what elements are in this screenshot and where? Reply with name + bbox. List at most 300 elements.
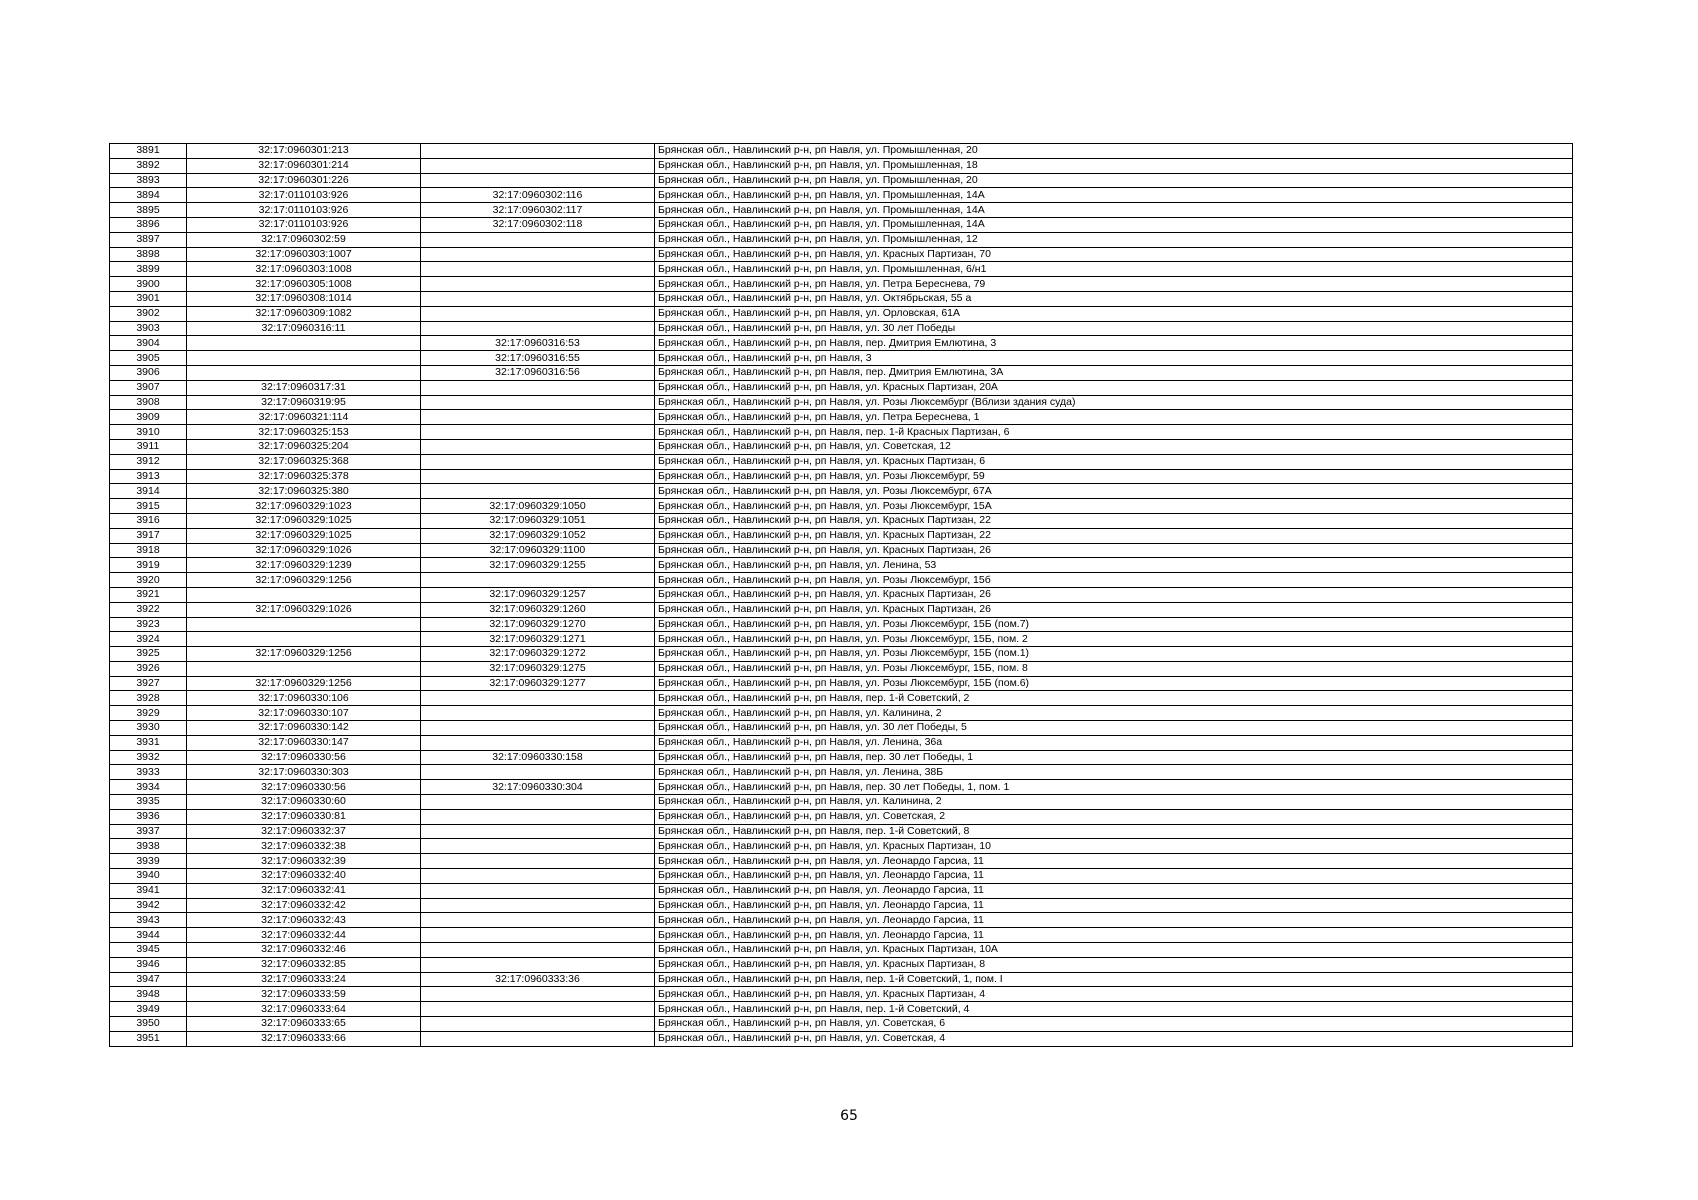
address-cell: Брянская обл., Навлинский р-н, рп Навля, ул. Советская, 2 — [655, 809, 1573, 824]
related-cadastral-number-cell — [421, 454, 655, 469]
address-cell: Брянская обл., Навлинский р-н, рп Навля, ул. Леонардо Гарсиа, 11 — [655, 913, 1573, 928]
cadastral-number-cell: 32:17:0960332:46 — [187, 943, 421, 958]
cadastral-number-cell — [187, 351, 421, 366]
related-cadastral-number-cell: 32:17:0960330:304 — [421, 780, 655, 795]
related-cadastral-number-cell — [421, 913, 655, 928]
related-cadastral-number-cell: 32:17:0960329:1100 — [421, 543, 655, 558]
related-cadastral-number-cell — [421, 839, 655, 854]
registry-table-body — [110, 144, 1573, 1047]
address-cell: Брянская обл., Навлинский р-н, рп Навля, пер. 1-й Советский, 4 — [655, 1002, 1573, 1017]
related-cadastral-number-cell — [421, 247, 655, 262]
table-row — [110, 898, 1573, 913]
address-cell: Брянская обл., Навлинский р-н, рп Навля, ул. Розы Люксембург, 15А — [655, 499, 1573, 514]
related-cadastral-number-cell — [421, 721, 655, 736]
cadastral-number-cell: 32:17:0960329:1026 — [187, 543, 421, 558]
table-row — [110, 587, 1573, 602]
cadastral-number-cell: 32:17:0960332:38 — [187, 839, 421, 854]
cadastral-number-cell: 32:17:0960332:44 — [187, 928, 421, 943]
table-row — [110, 987, 1573, 1002]
row-number-cell: 3891 — [110, 144, 187, 159]
cadastral-number-cell: 32:17:0960303:1008 — [187, 262, 421, 277]
table-row — [110, 1002, 1573, 1017]
cadastral-number-cell: 32:17:0960333:59 — [187, 987, 421, 1002]
related-cadastral-number-cell: 32:17:0960329:1275 — [421, 661, 655, 676]
cadastral-number-cell: 32:17:0960303:1007 — [187, 247, 421, 262]
table-row — [110, 528, 1573, 543]
address-cell: Брянская обл., Навлинский р-н, рп Навля, ул. Красных Партизан, 20А — [655, 380, 1573, 395]
cadastral-number-cell: 32:17:0960325:368 — [187, 454, 421, 469]
row-number-cell: 3917 — [110, 528, 187, 543]
cadastral-number-cell: 32:17:0960333:24 — [187, 972, 421, 987]
address-cell: Брянская обл., Навлинский р-н, рп Навля, ул. Ленина, 53 — [655, 558, 1573, 573]
related-cadastral-number-cell — [421, 410, 655, 425]
related-cadastral-number-cell — [421, 809, 655, 824]
row-number-cell: 3939 — [110, 854, 187, 869]
related-cadastral-number-cell: 32:17:0960316:56 — [421, 365, 655, 380]
related-cadastral-number-cell: 32:17:0960316:53 — [421, 336, 655, 351]
row-number-cell: 3934 — [110, 780, 187, 795]
table-row — [110, 158, 1573, 173]
address-cell: Брянская обл., Навлинский р-н, рп Навля, ул. Розы Люксембург, 15Б, пом. 2 — [655, 632, 1573, 647]
table-row — [110, 750, 1573, 765]
row-number-cell: 3945 — [110, 943, 187, 958]
row-number-cell: 3919 — [110, 558, 187, 573]
row-number-cell: 3941 — [110, 883, 187, 898]
related-cadastral-number-cell — [421, 469, 655, 484]
row-number-cell: 3947 — [110, 972, 187, 987]
address-cell: Брянская обл., Навлинский р-н, рп Навля, пер. 30 лет Победы, 1, пом. 1 — [655, 780, 1573, 795]
cadastral-number-cell — [187, 336, 421, 351]
cadastral-number-cell: 32:17:0960332:42 — [187, 898, 421, 913]
row-number-cell: 3930 — [110, 721, 187, 736]
cadastral-number-cell: 32:17:0960330:107 — [187, 706, 421, 721]
related-cadastral-number-cell — [421, 795, 655, 810]
related-cadastral-number-cell — [421, 439, 655, 454]
related-cadastral-number-cell: 32:17:0960329:1255 — [421, 558, 655, 573]
cadastral-number-cell: 32:17:0960332:40 — [187, 869, 421, 884]
table-row — [110, 439, 1573, 454]
related-cadastral-number-cell — [421, 425, 655, 440]
cadastral-number-cell: 32:17:0960308:1014 — [187, 291, 421, 306]
cadastral-number-cell — [187, 617, 421, 632]
address-cell: Брянская обл., Навлинский р-н, рп Навля, ул. Красных Партизан, 26 — [655, 602, 1573, 617]
related-cadastral-number-cell — [421, 277, 655, 292]
cadastral-number-cell: 32:17:0960317:31 — [187, 380, 421, 395]
related-cadastral-number-cell — [421, 232, 655, 247]
cadastral-number-cell: 32:17:0110103:926 — [187, 203, 421, 218]
cadastral-number-cell: 32:17:0960325:204 — [187, 439, 421, 454]
address-cell: Брянская обл., Навлинский р-н, рп Навля, ул. Леонардо Гарсиа, 11 — [655, 854, 1573, 869]
table-row — [110, 824, 1573, 839]
row-number-cell: 3901 — [110, 291, 187, 306]
table-row — [110, 854, 1573, 869]
related-cadastral-number-cell — [421, 735, 655, 750]
address-cell: Брянская обл., Навлинский р-н, рп Навля, ул. Красных Партизан, 10А — [655, 943, 1573, 958]
address-cell: Брянская обл., Навлинский р-н, рп Навля, пер. Дмитрия Емлютина, 3 — [655, 336, 1573, 351]
table-row — [110, 972, 1573, 987]
row-number-cell: 3900 — [110, 277, 187, 292]
related-cadastral-number-cell: 32:17:0960329:1272 — [421, 647, 655, 662]
row-number-cell: 3927 — [110, 676, 187, 691]
row-number-cell: 3894 — [110, 188, 187, 203]
related-cadastral-number-cell — [421, 987, 655, 1002]
table-row — [110, 558, 1573, 573]
related-cadastral-number-cell: 32:17:0960302:117 — [421, 203, 655, 218]
row-number-cell: 3893 — [110, 173, 187, 188]
related-cadastral-number-cell: 32:17:0960330:158 — [421, 750, 655, 765]
row-number-cell: 3937 — [110, 824, 187, 839]
related-cadastral-number-cell — [421, 291, 655, 306]
table-row — [110, 632, 1573, 647]
address-cell: Брянская обл., Навлинский р-н, рп Навля, ул. Розы Люксембург, 15Б (пом.1) — [655, 647, 1573, 662]
address-cell: Брянская обл., Навлинский р-н, рп Навля, ул. Промышленная, 18 — [655, 158, 1573, 173]
table-row — [110, 691, 1573, 706]
address-cell: Брянская обл., Навлинский р-н, рп Навля, ул. Промышленная, 20 — [655, 173, 1573, 188]
cadastral-number-cell: 32:17:0960302:59 — [187, 232, 421, 247]
table-row — [110, 735, 1573, 750]
table-row — [110, 247, 1573, 262]
cadastral-number-cell: 32:17:0960329:1025 — [187, 528, 421, 543]
row-number-cell: 3928 — [110, 691, 187, 706]
row-number-cell: 3931 — [110, 735, 187, 750]
row-number-cell: 3912 — [110, 454, 187, 469]
address-cell: Брянская обл., Навлинский р-н, рп Навля, ул. Розы Люксембург, 15Б, пом. 8 — [655, 661, 1573, 676]
cadastral-number-cell — [187, 587, 421, 602]
cadastral-number-cell: 32:17:0960305:1008 — [187, 277, 421, 292]
row-number-cell: 3948 — [110, 987, 187, 1002]
address-cell: Брянская обл., Навлинский р-н, рп Навля, ул. Промышленная, 14А — [655, 203, 1573, 218]
row-number-cell: 3898 — [110, 247, 187, 262]
related-cadastral-number-cell — [421, 262, 655, 277]
related-cadastral-number-cell — [421, 306, 655, 321]
related-cadastral-number-cell: 32:17:0960329:1051 — [421, 513, 655, 528]
page-number: 65 — [840, 1108, 858, 1124]
related-cadastral-number-cell — [421, 173, 655, 188]
row-number-cell: 3920 — [110, 573, 187, 588]
address-cell: Брянская обл., Навлинский р-н, рп Навля, ул. Ленина, 36а — [655, 735, 1573, 750]
table-row — [110, 380, 1573, 395]
related-cadastral-number-cell — [421, 869, 655, 884]
row-number-cell: 3907 — [110, 380, 187, 395]
related-cadastral-number-cell — [421, 706, 655, 721]
related-cadastral-number-cell: 32:17:0960329:1270 — [421, 617, 655, 632]
address-cell: Брянская обл., Навлинский р-н, рп Навля, ул. Красных Партизан, 22 — [655, 528, 1573, 543]
table-row — [110, 173, 1573, 188]
table-row — [110, 869, 1573, 884]
address-cell: Брянская обл., Навлинский р-н, рп Навля, ул. Красных Партизан, 10 — [655, 839, 1573, 854]
cadastral-number-cell: 32:17:0960301:226 — [187, 173, 421, 188]
cadastral-number-cell: 32:17:0960329:1256 — [187, 573, 421, 588]
cadastral-number-cell: 32:17:0960329:1025 — [187, 513, 421, 528]
cadastral-number-cell: 32:17:0960330:56 — [187, 750, 421, 765]
table-row — [110, 647, 1573, 662]
cadastral-number-cell: 32:17:0110103:926 — [187, 217, 421, 232]
address-cell: Брянская обл., Навлинский р-н, рп Навля, ул. 30 лет Победы, 5 — [655, 721, 1573, 736]
table-row — [110, 484, 1573, 499]
cadastral-number-cell: 32:17:0960329:1239 — [187, 558, 421, 573]
row-number-cell: 3924 — [110, 632, 187, 647]
address-cell: Брянская обл., Навлинский р-н, рп Навля, ул. Розы Люксембург, 15Б (пом.6) — [655, 676, 1573, 691]
table-row — [110, 943, 1573, 958]
address-cell: Брянская обл., Навлинский р-н, рп Навля, пер. 1-й Советский, 1, пом. I — [655, 972, 1573, 987]
table-row — [110, 661, 1573, 676]
table-row — [110, 499, 1573, 514]
row-number-cell: 3902 — [110, 306, 187, 321]
row-number-cell: 3910 — [110, 425, 187, 440]
related-cadastral-number-cell — [421, 144, 655, 159]
row-number-cell: 3944 — [110, 928, 187, 943]
table-row — [110, 765, 1573, 780]
row-number-cell: 3892 — [110, 158, 187, 173]
related-cadastral-number-cell — [421, 691, 655, 706]
table-row — [110, 291, 1573, 306]
related-cadastral-number-cell — [421, 928, 655, 943]
address-cell: Брянская обл., Навлинский р-н, рп Навля, 3 — [655, 351, 1573, 366]
row-number-cell: 3940 — [110, 869, 187, 884]
address-cell: Брянская обл., Навлинский р-н, рп Навля, ул. Промышленная, 6/н1 — [655, 262, 1573, 277]
cadastral-number-cell: 32:17:0960330:56 — [187, 780, 421, 795]
related-cadastral-number-cell: 32:17:0960302:116 — [421, 188, 655, 203]
table-row — [110, 839, 1573, 854]
row-number-cell: 3909 — [110, 410, 187, 425]
address-cell: Брянская обл., Навлинский р-н, рп Навля, ул. Красных Партизан, 8 — [655, 957, 1573, 972]
row-number-cell: 3896 — [110, 217, 187, 232]
table-row — [110, 351, 1573, 366]
related-cadastral-number-cell — [421, 573, 655, 588]
row-number-cell: 3933 — [110, 765, 187, 780]
row-number-cell: 3932 — [110, 750, 187, 765]
address-cell: Брянская обл., Навлинский р-н, рп Навля, ул. Красных Партизан, 4 — [655, 987, 1573, 1002]
address-cell: Брянская обл., Навлинский р-н, рп Навля, ул. Розы Люксембург, 15Б (пом.7) — [655, 617, 1573, 632]
table-row — [110, 721, 1573, 736]
related-cadastral-number-cell — [421, 957, 655, 972]
row-number-cell: 3895 — [110, 203, 187, 218]
table-row — [110, 395, 1573, 410]
address-cell: Брянская обл., Навлинский р-н, рп Навля, ул. Розы Люксембург (Вблизи здания суда) — [655, 395, 1573, 410]
table-row — [110, 410, 1573, 425]
cadastral-number-cell: 32:17:0960319:95 — [187, 395, 421, 410]
row-number-cell: 3915 — [110, 499, 187, 514]
cadastral-number-cell: 32:17:0960332:41 — [187, 883, 421, 898]
address-cell: Брянская обл., Навлинский р-н, рп Навля, ул. Леонардо Гарсиа, 11 — [655, 898, 1573, 913]
cadastral-number-cell: 32:17:0960321:114 — [187, 410, 421, 425]
address-cell: Брянская обл., Навлинский р-н, рп Навля, ул. Советская, 4 — [655, 1031, 1573, 1046]
cadastral-number-cell: 32:17:0960301:213 — [187, 144, 421, 159]
table-row — [110, 602, 1573, 617]
cadastral-number-cell: 32:17:0960333:66 — [187, 1031, 421, 1046]
cadastral-number-cell: 32:17:0960329:1256 — [187, 647, 421, 662]
table-row — [110, 795, 1573, 810]
related-cadastral-number-cell — [421, 1017, 655, 1032]
cadastral-number-cell: 32:17:0960329:1256 — [187, 676, 421, 691]
address-cell: Брянская обл., Навлинский р-н, рп Навля, пер. 1-й Красных Партизан, 6 — [655, 425, 1573, 440]
row-number-cell: 3905 — [110, 351, 187, 366]
table-row — [110, 1031, 1573, 1046]
table-row — [110, 306, 1573, 321]
address-cell: Брянская обл., Навлинский р-н, рп Навля, ул. Красных Партизан, 22 — [655, 513, 1573, 528]
cadastral-number-cell: 32:17:0960333:64 — [187, 1002, 421, 1017]
address-cell: Брянская обл., Навлинский р-н, рп Навля, ул. Розы Люксембург, 67А — [655, 484, 1573, 499]
row-number-cell: 3949 — [110, 1002, 187, 1017]
address-cell: Брянская обл., Навлинский р-н, рп Навля, ул. Калинина, 2 — [655, 706, 1573, 721]
row-number-cell: 3925 — [110, 647, 187, 662]
cadastral-number-cell: 32:17:0960332:39 — [187, 854, 421, 869]
related-cadastral-number-cell — [421, 321, 655, 336]
address-cell: Брянская обл., Навлинский р-н, рп Навля, ул. Октябрьская, 55 а — [655, 291, 1573, 306]
related-cadastral-number-cell: 32:17:0960329:1271 — [421, 632, 655, 647]
row-number-cell: 3897 — [110, 232, 187, 247]
row-number-cell: 3923 — [110, 617, 187, 632]
related-cadastral-number-cell: 32:17:0960316:55 — [421, 351, 655, 366]
address-cell: Брянская обл., Навлинский р-н, рп Навля, пер. 30 лет Победы, 1 — [655, 750, 1573, 765]
cadastral-number-cell: 32:17:0960332:43 — [187, 913, 421, 928]
row-number-cell: 3942 — [110, 898, 187, 913]
row-number-cell: 3914 — [110, 484, 187, 499]
address-cell: Брянская обл., Навлинский р-н, рп Навля, ул. Промышленная, 20 — [655, 144, 1573, 159]
address-cell: Брянская обл., Навлинский р-н, рп Навля, ул. Леонардо Гарсиа, 11 — [655, 883, 1573, 898]
related-cadastral-number-cell — [421, 1002, 655, 1017]
address-cell: Брянская обл., Навлинский р-н, рп Навля, ул. Советская, 6 — [655, 1017, 1573, 1032]
related-cadastral-number-cell — [421, 765, 655, 780]
address-cell: Брянская обл., Навлинский р-н, рп Навля, ул. Ленина, 38Б — [655, 765, 1573, 780]
related-cadastral-number-cell: 32:17:0960302:118 — [421, 217, 655, 232]
address-cell: Брянская обл., Навлинский р-н, рп Навля, ул. Промышленная, 14А — [655, 217, 1573, 232]
address-cell: Брянская обл., Навлинский р-н, рп Навля, ул. Промышленная, 12 — [655, 232, 1573, 247]
table-row — [110, 262, 1573, 277]
cadastral-number-cell: 32:17:0960332:85 — [187, 957, 421, 972]
address-cell: Брянская обл., Навлинский р-н, рп Навля, ул. 30 лет Победы — [655, 321, 1573, 336]
table-row — [110, 513, 1573, 528]
cadastral-number-cell: 32:17:0960330:142 — [187, 721, 421, 736]
address-cell: Брянская обл., Навлинский р-н, рп Навля, ул. Розы Люксембург, 15б — [655, 573, 1573, 588]
table-row — [110, 203, 1573, 218]
row-number-cell: 3943 — [110, 913, 187, 928]
address-cell: Брянская обл., Навлинский р-н, рп Навля, ул. Калинина, 2 — [655, 795, 1573, 810]
related-cadastral-number-cell — [421, 883, 655, 898]
cadastral-number-cell: 32:17:0960329:1023 — [187, 499, 421, 514]
row-number-cell: 3906 — [110, 365, 187, 380]
related-cadastral-number-cell — [421, 898, 655, 913]
table-row — [110, 188, 1573, 203]
related-cadastral-number-cell — [421, 484, 655, 499]
cadastral-number-cell — [187, 365, 421, 380]
row-number-cell: 3913 — [110, 469, 187, 484]
related-cadastral-number-cell — [421, 943, 655, 958]
table-row — [110, 217, 1573, 232]
related-cadastral-number-cell: 32:17:0960333:36 — [421, 972, 655, 987]
registry-table — [109, 143, 1573, 1047]
row-number-cell: 3946 — [110, 957, 187, 972]
address-cell: Брянская обл., Навлинский р-н, рп Навля, ул. Леонардо Гарсиа, 11 — [655, 928, 1573, 943]
address-cell: Брянская обл., Навлинский р-н, рп Навля, ул. Розы Люксембург, 59 — [655, 469, 1573, 484]
table-row — [110, 809, 1573, 824]
table-row — [110, 883, 1573, 898]
address-cell: Брянская обл., Навлинский р-н, рп Навля, пер. Дмитрия Емлютина, 3А — [655, 365, 1573, 380]
table-row — [110, 321, 1573, 336]
address-cell: Брянская обл., Навлинский р-н, рп Навля, ул. Промышленная, 14А — [655, 188, 1573, 203]
address-cell: Брянская обл., Навлинский р-н, рп Навля, ул. Советская, 12 — [655, 439, 1573, 454]
cadastral-number-cell — [187, 661, 421, 676]
table-row — [110, 913, 1573, 928]
row-number-cell: 3911 — [110, 439, 187, 454]
cadastral-number-cell: 32:17:0960330:147 — [187, 735, 421, 750]
table-row — [110, 957, 1573, 972]
cadastral-number-cell: 32:17:0960316:11 — [187, 321, 421, 336]
related-cadastral-number-cell — [421, 854, 655, 869]
table-row — [110, 928, 1573, 943]
table-row — [110, 144, 1573, 159]
related-cadastral-number-cell — [421, 380, 655, 395]
row-number-cell: 3950 — [110, 1017, 187, 1032]
cadastral-number-cell: 32:17:0960330:81 — [187, 809, 421, 824]
row-number-cell: 3904 — [110, 336, 187, 351]
address-cell: Брянская обл., Навлинский р-н, рп Навля, ул. Петра Береснева, 1 — [655, 410, 1573, 425]
cadastral-number-cell: 32:17:0960330:106 — [187, 691, 421, 706]
table-row — [110, 454, 1573, 469]
address-cell: Брянская обл., Навлинский р-н, рп Навля, пер. 1-й Советский, 2 — [655, 691, 1573, 706]
cadastral-number-cell: 32:17:0960325:153 — [187, 425, 421, 440]
row-number-cell: 3899 — [110, 262, 187, 277]
row-number-cell: 3903 — [110, 321, 187, 336]
row-number-cell: 3922 — [110, 602, 187, 617]
cadastral-number-cell: 32:17:0960329:1026 — [187, 602, 421, 617]
row-number-cell: 3918 — [110, 543, 187, 558]
address-cell: Брянская обл., Навлинский р-н, рп Навля, ул. Красных Партизан, 26 — [655, 587, 1573, 602]
related-cadastral-number-cell: 32:17:0960329:1260 — [421, 602, 655, 617]
related-cadastral-number-cell: 32:17:0960329:1052 — [421, 528, 655, 543]
row-number-cell: 3951 — [110, 1031, 187, 1046]
cadastral-number-cell: 32:17:0960325:380 — [187, 484, 421, 499]
row-number-cell: 3938 — [110, 839, 187, 854]
table-row — [110, 232, 1573, 247]
address-cell: Брянская обл., Навлинский р-н, рп Навля, ул. Леонардо Гарсиа, 11 — [655, 869, 1573, 884]
address-cell: Брянская обл., Навлинский р-н, рп Навля, ул. Красных Партизан, 26 — [655, 543, 1573, 558]
table-row — [110, 676, 1573, 691]
table-row — [110, 277, 1573, 292]
table-row — [110, 1017, 1573, 1032]
row-number-cell: 3929 — [110, 706, 187, 721]
address-cell: Брянская обл., Навлинский р-н, рп Навля, пер. 1-й Советский, 8 — [655, 824, 1573, 839]
related-cadastral-number-cell: 32:17:0960329:1257 — [421, 587, 655, 602]
related-cadastral-number-cell — [421, 824, 655, 839]
table-row — [110, 469, 1573, 484]
row-number-cell: 3916 — [110, 513, 187, 528]
address-cell: Брянская обл., Навлинский р-н, рп Навля, ул. Петра Береснева, 79 — [655, 277, 1573, 292]
cadastral-number-cell: 32:17:0960325:378 — [187, 469, 421, 484]
table-row — [110, 336, 1573, 351]
table-row — [110, 425, 1573, 440]
related-cadastral-number-cell — [421, 158, 655, 173]
cadastral-number-cell: 32:17:0960330:60 — [187, 795, 421, 810]
table-row — [110, 706, 1573, 721]
cadastral-number-cell: 32:17:0960330:303 — [187, 765, 421, 780]
related-cadastral-number-cell: 32:17:0960329:1050 — [421, 499, 655, 514]
address-cell: Брянская обл., Навлинский р-н, рп Навля, ул. Красных Партизан, 70 — [655, 247, 1573, 262]
address-cell: Брянская обл., Навлинский р-н, рп Навля, ул. Красных Партизан, 6 — [655, 454, 1573, 469]
related-cadastral-number-cell: 32:17:0960329:1277 — [421, 676, 655, 691]
address-cell: Брянская обл., Навлинский р-н, рп Навля, ул. Орловская, 61А — [655, 306, 1573, 321]
cadastral-number-cell: 32:17:0110103:926 — [187, 188, 421, 203]
cadastral-number-cell: 32:17:0960309:1082 — [187, 306, 421, 321]
cadastral-number-cell: 32:17:0960301:214 — [187, 158, 421, 173]
cadastral-number-cell — [187, 632, 421, 647]
row-number-cell: 3908 — [110, 395, 187, 410]
row-number-cell: 3926 — [110, 661, 187, 676]
row-number-cell: 3935 — [110, 795, 187, 810]
table-row — [110, 543, 1573, 558]
cadastral-number-cell: 32:17:0960332:37 — [187, 824, 421, 839]
row-number-cell: 3921 — [110, 587, 187, 602]
